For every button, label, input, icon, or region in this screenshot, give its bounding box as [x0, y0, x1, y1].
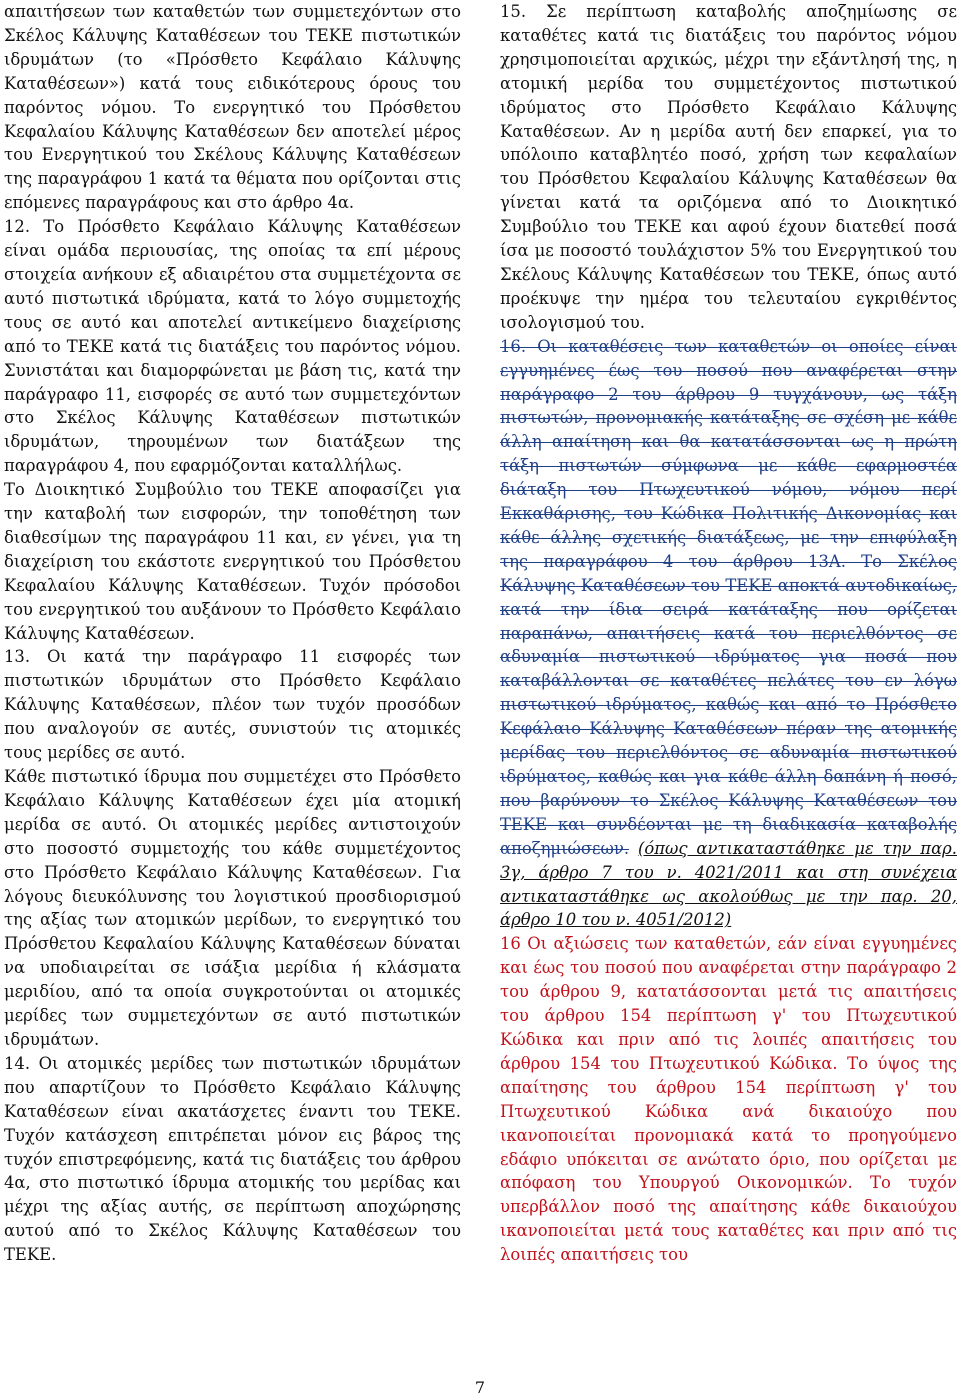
paragraph-11-continued: απαιτήσεων των καταθετών των συμμετεχόντων στο Σκέλος Κάλυψης Καταθέσεων του ΤΕΚΕ πιστωτικών ιδρυμάτων (το «Πρόσθετο Κεφάλαιο Κάλυψης Καταθέσεων») κατά τους ειδικότερους όρους του παρόντος νόμου. Το ενεργητικό του Πρόσθετου Κεφαλαίου Κάλυψης Καταθέσεων δεν αποτελεί μέρος του Ενεργητικού του Σκέλους Κάλυψης Καταθέσεων της παραγράφου 1 κατά τα θέματα που ορίζονται στις επόμενες παραγράφους και στο άρθρο 4α.: [4, 2, 461, 213]
paragraph-12-board: Το Διοικητικό Συμβούλιο του ΤΕΚΕ αποφασίζει για την καταβολή των εισφορών, την τοποθέτηση των διαθεσίμων της παραγράφου 11 και, εν γένει, για τη διαχείριση του εκάστοτε ενεργητικού του Πρόσθετου Κεφαλαίου Κάλυψης Καταθέσεων. Τυχόν πρόσοδοι του ενεργητικού του αυξάνουν το Πρόσθετο Κεφάλαιο Κάλυψης Καταθέσεων.: [4, 480, 461, 643]
left-column: [4, 0, 461, 1267]
paragraph-15: 15. Σε περίπτωση καταβολής αποζημίωσης σε καταθέτες κατά τις διατάξεις του παρόντος νόμου χρησιμοποιείται αρχικώς, μέχρι την εξάντλησή της, η ατομική μερίδα του συμμετέχοντος πιστωτικού ιδρύματος στο Πρόσθετο Κεφάλαιο Κάλυψης Καταθέσεων. Αν η μερίδα αυτή δεν επαρκεί, για το υπόλοιπο καταβλητέο ποσό, χρήση των κεφαλαίων του Πρόσθετου Κεφαλαίου Κάλυψης Καταθέσεων θα γίνεται κατά τα οριζόμενα από το Διοικητικό Συμβούλιο του ΤΕΚΕ και αφού έχουν διατεθεί ποσά ίσα με ποσοστό τουλάχιστον 5% του Ενεργητικού του Σκέλους Κάλυψης Καταθέσεων του ΤΕΚΕ, όπως αυτό προέκυψε την ημέρα του τελευταίου εγκριθέντος ισολογισμού του.: [500, 2, 957, 332]
right-column: [500, 0, 957, 1267]
page-number: 7: [474, 1378, 486, 1397]
paragraph-12: 12. Το Πρόσθετο Κεφάλαιο Κάλυψης Καταθέσεων είναι ομάδα περιουσίας, της οποίας τα επί μέρους στοιχεία ανήκουν εξ αδιαιρέτου στα συμμετέχοντα σε αυτό πιστωτικά ιδρύματα, κατά το λόγο συμμετοχής τους σε αυτό και αποτελεί αντικείμενο διαχείρισης από το ΤΕΚΕ κατά τις διατάξεις του παρόντος νόμου. Συνιστάται και διαμορφώνεται με βάση τις, κατά την παράγραφο 11, εισφορές σε αυτό των συμμετεχόντων στο Σκέλος Κάλυψης Καταθέσεων πιστωτικών ιδρυμάτων, τηρουμένων των διατάξεων της παραγράφου 4, που εφαρμόζονται καταλλήλως.: [4, 217, 461, 476]
paragraph-14: 14. Οι ατομικές μερίδες των πιστωτικών ιδρυμάτων που απαρτίζουν το Πρόσθετο Κεφάλαιο Κάλυψης Καταθέσεων είναι ακατάσχετες έναντι του ΤΕΚΕ. Τυχόν κατάσχεση επιτρέπεται μόνον εις βάρος της τυχόν επιστρεφόμενης, κατά τις διατάξεις του άρθρου 4α, στο πιστωτικό ίδρυμα ατομικής του μερίδας και μέχρι της αξίας αυτής, σε περίπτωση αποχώρησης αυτού από το Σκέλος Κάλυψης Καταθέσεων του ΤΕΚΕ.: [4, 1053, 461, 1265]
amendment-note: (όπως αντικαταστάθηκε με την παρ. 3γ, άρθρο 7 του ν. 4021/2011 και στη συνέχεια αντικαταστάθηκε ως ακολούθως με την παρ. 20, άρθρο 10 του ν. 4051/2012): [500, 838, 957, 930]
paragraph-16-amended: [500, 335, 957, 933]
paragraph-16-new: 16 Οι αξιώσεις των καταθετών, εάν είναι εγγυημένες και έως του ποσού που αναφέρεται στην παράγραφο 2 του άρθρου 9, κατατάσσονται μετά τις απαιτήσεις του άρθρου 154 περίπτωση γ' του Πτωχευτικού Κώδικα και πριν από τις λοιπές απαιτήσεις του άρθρου 154 του Πτωχευτικού Κώδικα. Το ύψος της απαίτησης του άρθρου 154 περίπτωση γ' του Πτωχευτικού Κώδικα ανά δικαιούχο που ικανοποιείται προνομιακά κατά το προηγούμενο εδάφιο υπόκειται σε ανώτατο όριο, που ορίζεται με απόφαση του Υπουργού Οικονομικών. Το τυχόν υπερβάλλον ποσό της απαίτησης κάθε δικαιούχου ικανοποιείται μετά τους καταθέτες και πριν από τις λοιπές απαιτήσεις του: [500, 934, 957, 1265]
paragraph-13: 13. Οι κατά την παράγραφο 11 εισφορές των πιστωτικών ιδρυμάτων στο Πρόσθετο Κεφάλαιο Κάλυψης Καταθέσεων, πλέον των τυχόν προσόδων που αναλογούν σε αυτές, συνιστούν τις ατομικές τους μερίδες σε αυτό.: [4, 647, 461, 763]
deleted-text: 16. Οι καταθέσεις των καταθετών οι οποίες είναι εγγυημένες έως του ποσού που αναφέρεται στην παράγραφο 2 του άρθρου 9 τυγχάνουν, ως τάξη πιστωτών, προνομιακής κατάταξης σε σχέση με κάθε άλλη απαίτηση και θα κατατάσσονται ως η πρώτη τάξη πιστωτών σύμφωνα με κάθε εφαρμοστέα διάταξη του Πτωχευτικού νόμου, νόμου περί Εκκαθάρισης, του Κώδικα Πολιτικής Δικονομίας και κάθε άλλης σχετικής διατάξεως, με την επιφύλαξη της παραγράφου 4 του άρθρου 13Α. Το Σκέλος Κάλυψης Καταθέσεων του ΤΕΚΕ αποκτά αυτοδικαίως, κατά την ίδια σειρά κατάταξης που ορίζεται παραπάνω, απαιτήσεις κατά του περιελθόντος σε αδυναμία πιστωτικού ιδρύματος για ποσά που καταβάλλονται σε καταθέτες πελάτες του εν λόγω πιστωτικού ιδρύματος, καθώς και από το Πρόσθετο Κεφάλαιο Κάλυψης Καταθέσεων πέραν της ατομικής μερίδας του περιελθόντος σε αδυναμία πιστωτικού ιδρύματος, καθώς και για κάθε άλλη δαπάνη ή ποσό, που βαρύνουν το Σκέλος Κάλυψης Καταθέσεων του ΤΕΚΕ και συνδέονται με τη διαδικασία καταβολής αποζημιώσεων.: [500, 336, 957, 858]
paragraph-13-shares: Κάθε πιστωτικό ίδρυμα που συμμετέχει στο Πρόσθετο Κεφάλαιο Κάλυψης Καταθέσεων έχει μία ατομική μερίδα σε αυτό. Οι ατομικές μερίδες αντιστοιχούν στο ποσοστό συμμετοχής του κάθε συμμετέχοντος στο Πρόσθετο Κεφάλαιο Κάλυψης Καταθέσεων. Για λόγους διευκόλυνσης του λογιστικού προσδιορισμού της αξίας των ατομικών μερίδων, το ενεργητικό του Πρόσθετου Κεφαλαίου Κάλυψης Καταθέσεων δύναται να υποδιαιρείται σε ισάξια μερίδια ή κλάσματα μεριδίου, από τα οποία συγκροτούνται οι ατομικές μερίδες των συμμετεχόντων σε αυτό πιστωτικών ιδρυμάτων.: [4, 767, 461, 1049]
